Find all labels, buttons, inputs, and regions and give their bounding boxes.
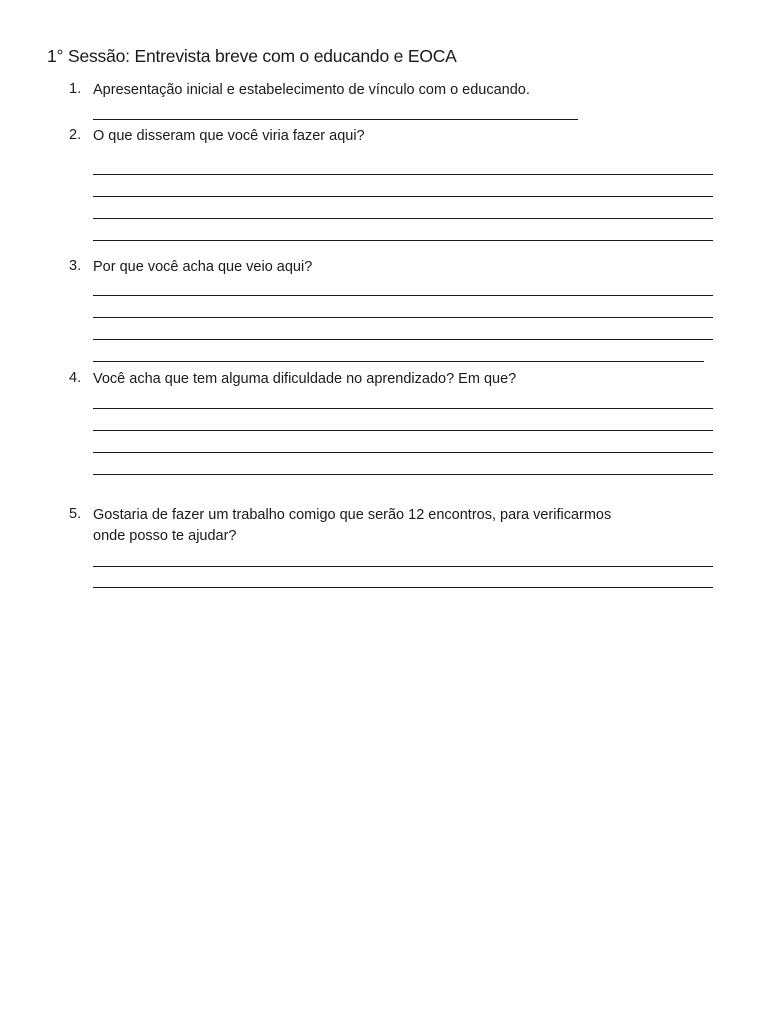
question-text: Por que você acha que veio aqui? (93, 259, 313, 275)
answer-line[interactable] (93, 566, 713, 567)
question-text: Apresentação inicial e estabelecimento de vínculo com o educando. (93, 82, 530, 98)
answer-line[interactable] (93, 430, 713, 431)
question-number: 2. (69, 127, 82, 143)
question-text-line2: onde posso te ajudar? (93, 528, 237, 544)
question-text: O que disseram que você viria fazer aqui? (93, 128, 365, 144)
question-number: 3. (69, 258, 82, 274)
answer-line[interactable] (93, 452, 713, 453)
answer-line[interactable] (93, 218, 713, 219)
answer-line[interactable] (93, 119, 578, 120)
question-number: 4. (69, 370, 82, 386)
answer-line[interactable] (93, 196, 713, 197)
question-text-line1: Gostaria de fazer um trabalho comigo que serão 12 encontros, para verificarmos (93, 507, 612, 523)
question-text: Você acha que tem alguma dificuldade no aprendizado? Em que? (93, 371, 517, 387)
answer-line[interactable] (93, 295, 713, 296)
question-number: 1. (69, 81, 82, 97)
answer-line[interactable] (93, 339, 713, 340)
answer-line[interactable] (93, 240, 713, 241)
answer-line[interactable] (93, 361, 704, 362)
answer-line[interactable] (93, 174, 713, 175)
answer-line[interactable] (93, 317, 713, 318)
page-title: 1° Sessão: Entrevista breve com o educando e EOCA (47, 46, 457, 66)
answer-line[interactable] (93, 408, 713, 409)
answer-line[interactable] (93, 474, 713, 475)
question-number: 5. (69, 506, 82, 522)
answer-line[interactable] (93, 587, 713, 588)
